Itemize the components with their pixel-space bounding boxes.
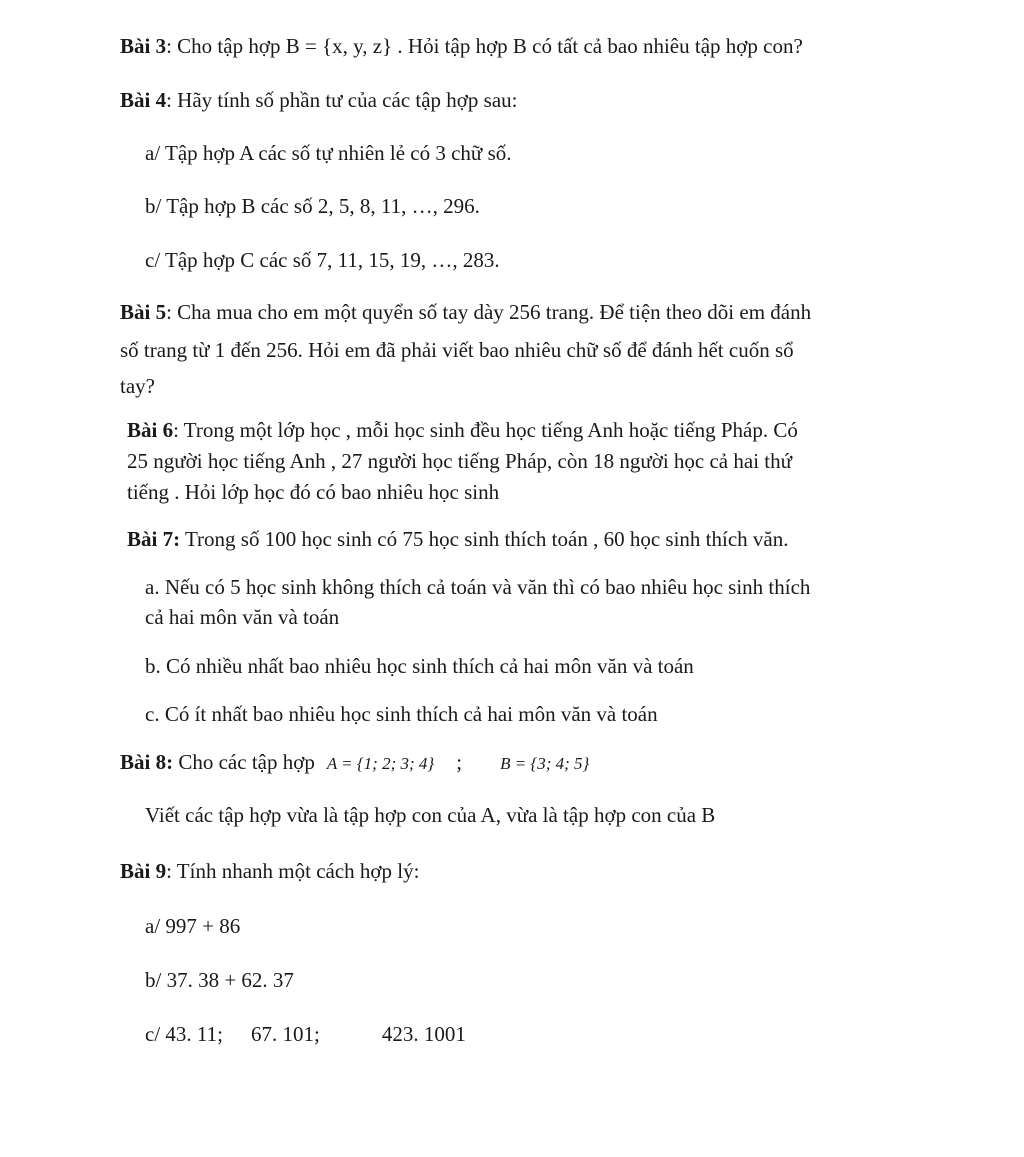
set-a-formula: A = {1; 2; 3; 4} [326,754,435,773]
exercise-4-text: : Hãy tính số phần tư của các tập hợp sau: [166,88,518,112]
exercise-7-item-a-line-1: a. Nếu có 5 học sinh không thích cả toán và văn thì có bao nhiêu học sinh thích [145,575,811,599]
exercise-6-line-1: : Trong một lớp học , mỗi học sinh đều học tiếng Anh hoặc tiếng Pháp. Có [173,418,798,442]
exercise-9-item-c-part-3: 423. 1001 [381,1022,466,1046]
exercise-7-item-c: c. Có ít nhất bao nhiêu học sinh thích cả hai môn văn và toán [145,702,658,726]
exercise-9-item-a: a/ 997 + 86 [145,914,241,938]
exercise-7-item-b: b. Có nhiều nhất bao nhiêu học sinh thích cả hai môn văn và toán [145,654,694,678]
exercise-9-item-c-part-1: c/ 43. 11; [145,1022,223,1046]
exercise-3-text: : Cho tập hợp B = {x, y, z} . Hỏi tập hợp B có tất cả bao nhiêu tập hợp con? [166,34,803,58]
exercise-4-item-b: b/ Tập hợp B các số 2, 5, 8, 11, …, 296. [145,194,480,218]
exercise-6-line-3: tiếng . Hỏi lớp học đó có bao nhiêu học sinh [127,480,500,504]
exercise-6 [127,416,798,444]
exercise-8 [120,748,589,778]
exercise-7-label: Bài 7: [127,527,181,551]
exercise-9-item-c-part-2: 67. 101; [250,1022,320,1046]
exercise-4 [120,86,518,114]
exercise-9 [120,857,419,885]
exercise-7-item-a-line-2: cả hai môn văn và toán [145,605,340,629]
exercise-7 [127,525,788,553]
exercise-4-label: Bài 4 [120,88,167,112]
set-separator: ; [456,750,463,774]
exercise-7-text: Trong số 100 học sinh có 75 học sinh thích toán , 60 học sinh thích văn. [180,527,789,551]
exercise-4-item-c: c/ Tập hợp C các số 7, 11, 15, 19, …, 283. [145,248,500,272]
set-b-formula: B = {3; 4; 5} [500,754,590,773]
exercise-8-label: Bài 8: [120,750,174,774]
exercise-9-text: : Tính nhanh một cách hợp lý: [166,859,420,883]
exercise-6-line-2: 25 người học tiếng Anh , 27 người học tiếng Pháp, còn 18 người học cả hai thứ [127,449,792,473]
exercise-5 [120,298,811,326]
exercise-3-label: Bài 3 [120,34,167,58]
exercise-5-line-3: tay? [120,374,155,398]
exercise-4-item-a: a/ Tập hợp A các số tự nhiên lẻ có 3 chữ số. [145,141,512,165]
exercise-6-label: Bài 6 [127,418,174,442]
exercise-9-item-c [145,1020,466,1048]
exercise-5-line-1: : Cha mua cho em một quyển số tay dày 256 trang. Để tiện theo dõi em đánh [166,300,812,324]
exercise-5-label: Bài 5 [120,300,167,324]
exercise-8-line-2: Viết các tập hợp vừa là tập hợp con của A, vừa là tập hợp con của B [145,803,716,827]
exercise-3 [120,32,803,60]
exercise-9-label: Bài 9 [120,859,167,883]
exercise-9-item-b: b/ 37. 38 + 62. 37 [145,968,294,992]
exercise-8-text: Cho các tập hợp [173,750,315,774]
exercise-5-line-2: số trang từ 1 đến 256. Hỏi em đã phải viết bao nhiêu chữ số để đánh hết cuốn sổ [120,338,794,362]
